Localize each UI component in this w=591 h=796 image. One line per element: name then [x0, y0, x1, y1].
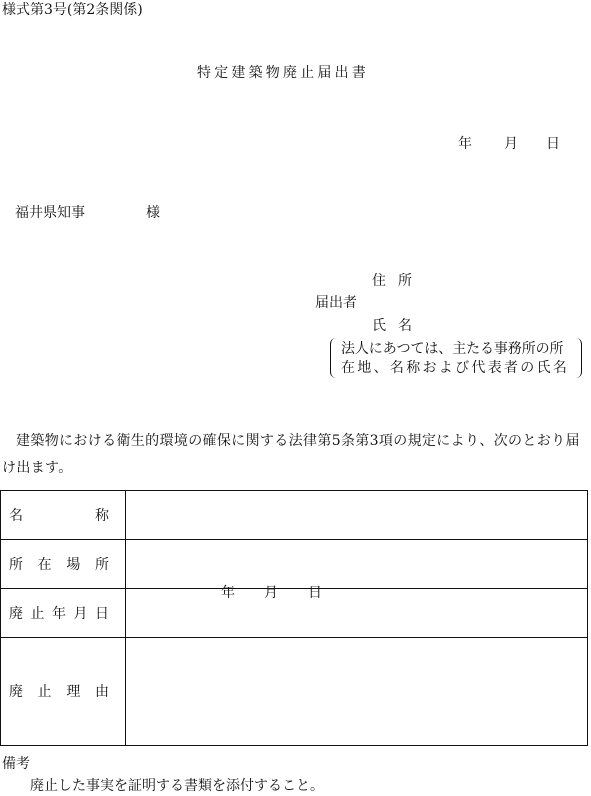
date-month-label: 月 — [504, 136, 518, 152]
form-table — [0, 490, 588, 746]
notifier-label: 届出者 — [315, 295, 357, 311]
name-label: 氏名 — [372, 318, 424, 334]
reason-value-field[interactable] — [126, 637, 588, 745]
abolition-date-month: 月 — [264, 585, 278, 602]
form-number: 様式第3号(第2条関係) — [2, 2, 143, 18]
remarks-heading: 備考 — [2, 756, 30, 772]
date-day-label: 日 — [546, 136, 560, 152]
abolition-date-value-field[interactable] — [126, 585, 588, 638]
row-label-abolition-date: 廃 止 年 月 日 — [1, 589, 126, 638]
row-label-name: 名 称 — [1, 491, 126, 540]
name-value-field[interactable] — [126, 491, 588, 540]
statement-text: 建築物における衛生的環境の確保に関する法律第5条第3項の規定により、次のとおり届け出ます。 — [2, 433, 580, 476]
addressee: 福井県知事 — [15, 205, 85, 221]
row-label-reason: 廃 止 理 由 — [1, 637, 126, 745]
table-row — [1, 637, 588, 745]
corporate-note-line-1: 法人にあつては、主たる事務所の所 — [341, 341, 564, 357]
corporate-note-bracket — [330, 338, 582, 378]
row-label-location: 所 在 場 所 — [1, 539, 126, 589]
abolition-date-day: 日 — [308, 585, 322, 602]
table-row — [1, 589, 588, 638]
honorific: 様 — [146, 205, 160, 221]
abolition-date-year: 年 — [221, 585, 235, 602]
address-label: 住所 — [372, 273, 424, 289]
location-value-field[interactable] — [126, 539, 588, 589]
date-year-label: 年 — [458, 136, 472, 152]
document-title: 特定建築物廃止届出書 — [197, 65, 369, 81]
remarks-text: 廃止した事実を証明する書類を添付すること。 — [30, 778, 324, 794]
corporate-note-line-2: 在地、名称および代表者の氏名 — [341, 360, 570, 376]
table-row — [1, 539, 588, 589]
table-row — [1, 491, 588, 540]
